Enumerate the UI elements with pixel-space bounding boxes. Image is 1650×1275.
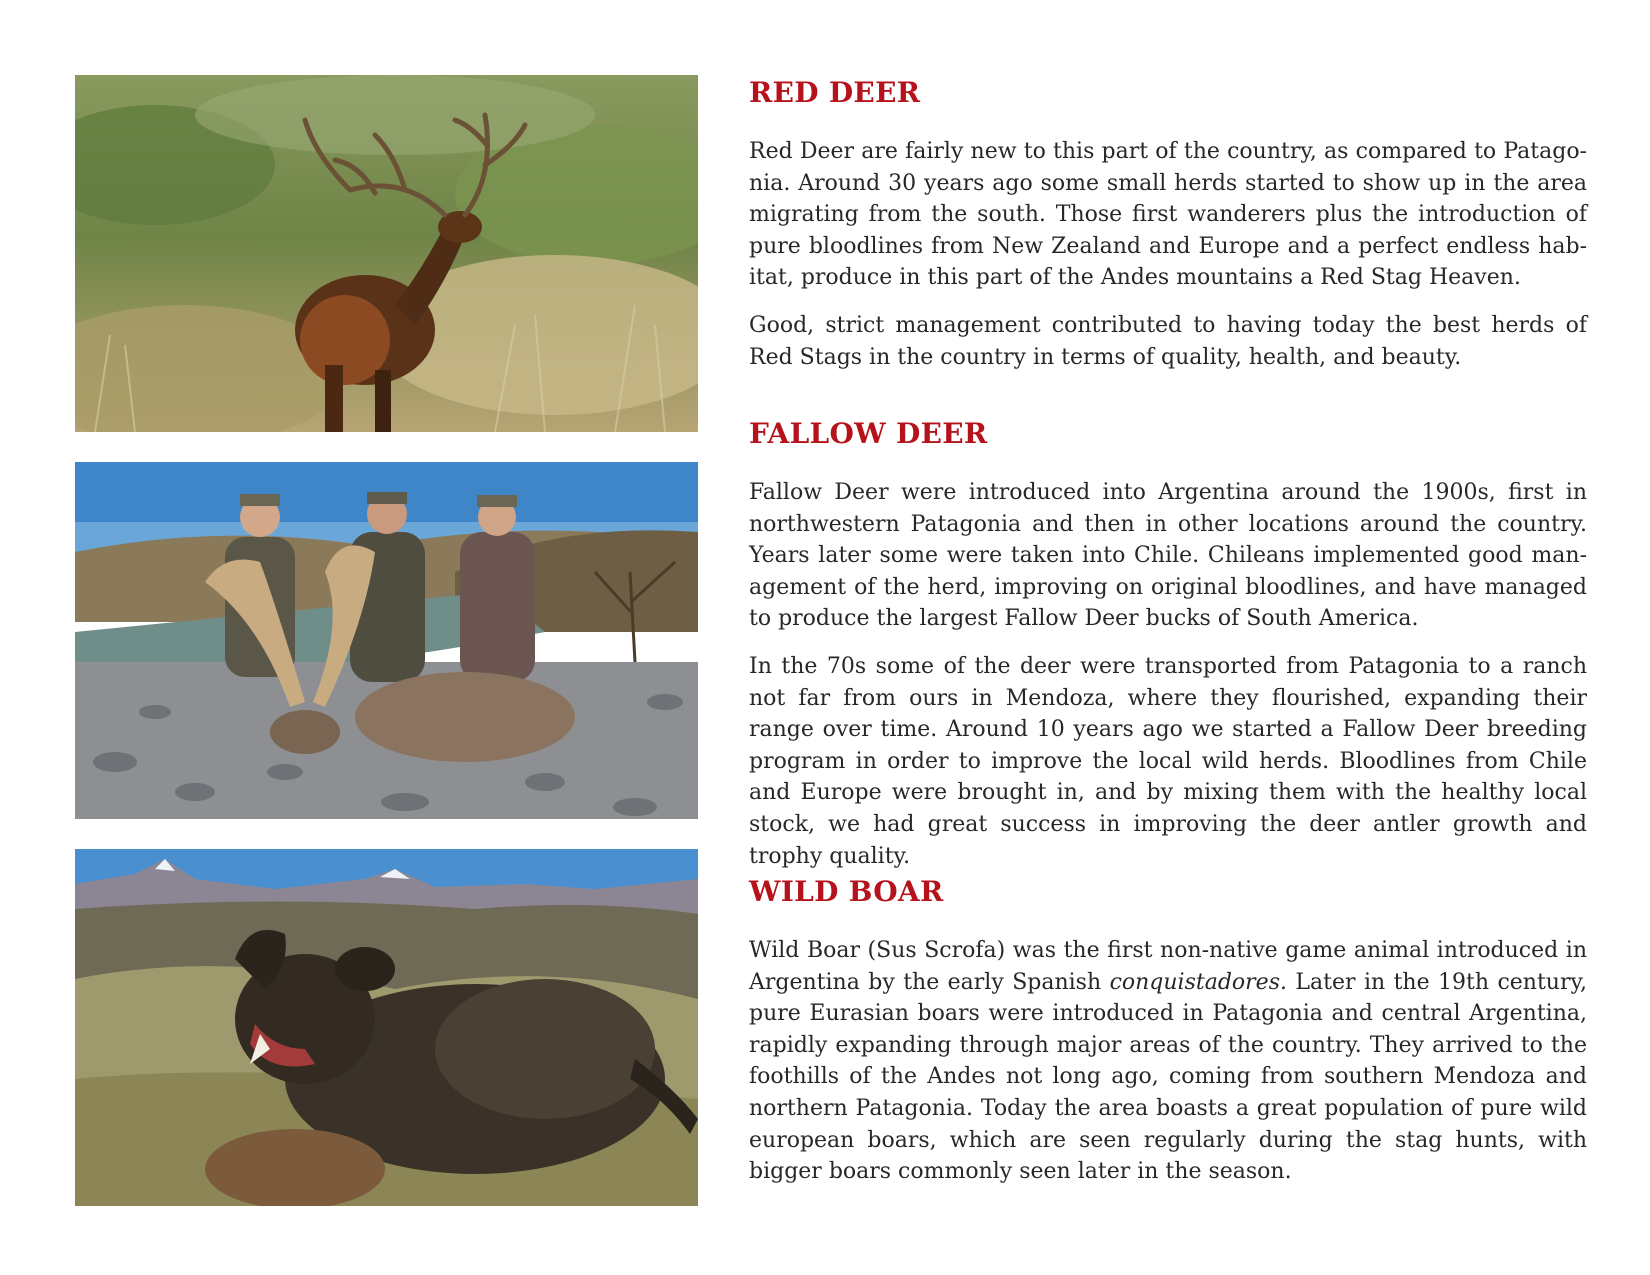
fallow-deer-hunters-photo: [75, 462, 698, 819]
red-deer-heading: RED DEER: [749, 76, 921, 109]
wild-boar-text-start: Wild Boar (Sus Scrofa) was the first non-native game animal introduced in Argentina by the early Spanish: [749, 938, 1587, 995]
fallow-deer-heading: FALLOW DEER: [749, 417, 988, 450]
wild-boar-text-end: Later in the 19th century, pure Eurasian boars were introduced in Patagonia and central Argentina, rapidly expanding through major areas of the country. They arrived to the foothills of the Andes not long ago, coming from southern Mendoza and northern Patagonia. Today the area boasts a great population of pure wild european boars, which are seen regularly during the stag hunts, with bigger boars commonly seen later in the season.: [749, 969, 1587, 1185]
red-stag-photo: [75, 75, 698, 432]
wild-boar-section: [749, 875, 1587, 1188]
wild-boar-paragraph-1: [749, 935, 1587, 1188]
fallow-deer-section: [749, 417, 1587, 872]
red-deer-paragraph-1: Red Deer are fairly new to this part of the country, as compared to Patago-nia. Around 30 years ago some small herds started to show up in the area migrating from the south. Those first wanderers plus the introduction of pure bloodlines from New Zealand and Europe and a perfect endless hab-itat, produce in this part of the Andes mountains a Red Stag Heaven.: [749, 139, 1587, 291]
red-deer-paragraph-2: Good, strict management contributed to having today the best herds of Red Stags in the country in terms of quality, health, and beauty.: [749, 312, 1587, 370]
wild-boar-heading: WILD BOAR: [749, 875, 944, 908]
fallow-deer-paragraph-2: In the 70s some of the deer were transported from Patagonia to a ranch not far from ours in Mendoza, where they flourished, expanding their range over time. Around 10 years ago we started a Fallow Deer breeding program in order to improve the local wild herds. Bloodlines from Chile and Europe were brought in, and by mixing them with the healthy local stock, we had great success in improving the deer antler growth and trophy quality.: [749, 653, 1587, 869]
wild-boar-text-italic: conquistadores.: [1109, 969, 1287, 995]
wild-boar-photo: [75, 849, 698, 1206]
red-deer-section: [749, 76, 1587, 373]
fallow-deer-paragraph-1: Fallow Deer were introduced into Argentina around the 1900s, first in northwestern Patagonia and then in other locations around the country. Years later some were taken into Chile. Chileans implemented good man-agement of the herd, improving on original bloodlines, and have managed to produce the largest Fallow Deer bucks of South America.: [749, 480, 1587, 632]
